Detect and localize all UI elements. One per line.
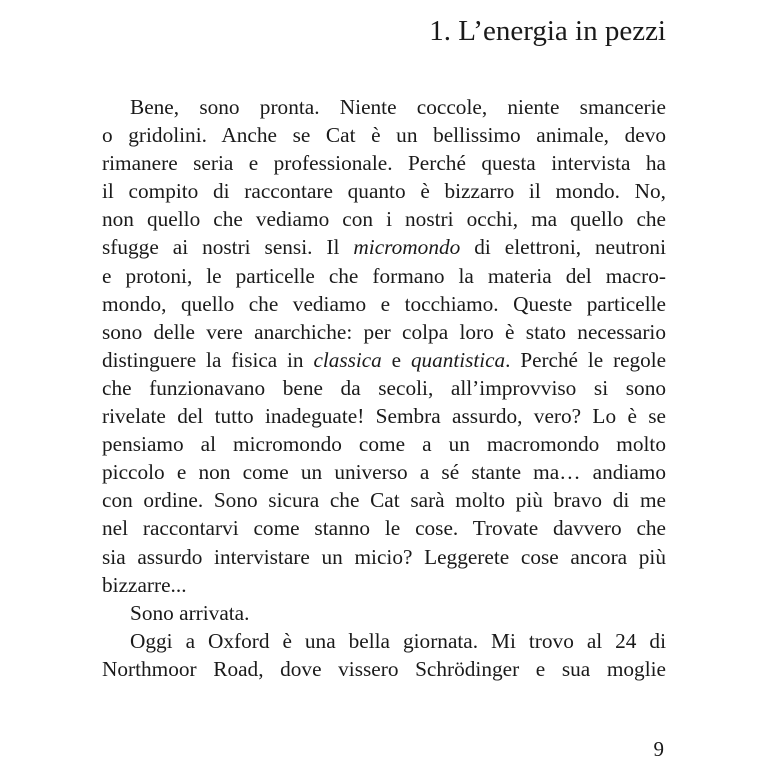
- text-line: rimanere seria e professionale. Perché questa intervista ha: [102, 151, 666, 176]
- text-line: e protoni, le particelle che formano la materia del macro-: [102, 263, 666, 288]
- emphasis-quantistica: quantistica: [410, 347, 506, 372]
- text-line: Northmoor Road, dove vissero Schrödinger e sua moglie: [102, 656, 666, 681]
- text-line: che funzionavano bene da secoli, all’improvviso si sono: [102, 375, 666, 400]
- text-line: Sono arrivata.: [130, 600, 250, 625]
- text-line: non quello che vediamo con i nostri occhi, ma quello che: [102, 207, 666, 232]
- text-line: Bene, sono pronta. Niente coccole, niente smancerie: [130, 95, 666, 119]
- text-line: bizzarre...: [102, 572, 187, 597]
- text-line: con ordine. Sono sicura che Cat sarà molto più bravo di me: [102, 488, 666, 513]
- text-line: sono delle vere anarchiche: per colpa loro è stato necessario: [102, 319, 666, 344]
- text-line: [102, 233, 666, 261]
- text-line: o gridolini. Anche se Cat è un bellissimo animale, devo: [102, 123, 666, 148]
- emphasis-micromondo: micromondo: [353, 235, 461, 260]
- text-line: sia assurdo intervistare un micio? Leggerete cose ancora più: [102, 544, 666, 569]
- chapter-title: 1. L’energia in pezzi: [429, 15, 666, 47]
- text-segment: di elettroni, neutroni: [460, 235, 666, 260]
- text-line: mondo, quello che vediamo e tocchiamo. Queste particelle: [102, 291, 666, 316]
- text-line: il compito di raccontare quanto è bizzarro il mondo. No,: [102, 179, 666, 204]
- text-segment: . Perché le regole: [505, 347, 667, 372]
- text-segment: distinguere la fisica in: [102, 347, 314, 372]
- text-line: Oggi a Oxford è una bella giornata. Mi trovo al 24 di: [130, 628, 666, 653]
- text-segment: e: [381, 347, 411, 372]
- text-line: piccolo e non come un universo a sé stante ma… andiamo: [102, 460, 666, 485]
- body-text: [102, 93, 666, 683]
- text-line: pensiamo al micromondo come a un macromondo molto: [102, 432, 666, 457]
- text-line: rivelate del tutto inadeguate! Sembra assurdo, vero? Lo è se: [102, 404, 666, 429]
- emphasis-classica: classica: [313, 347, 382, 372]
- text-line: nel raccontarvi come stanno le cose. Trovate davvero che: [102, 516, 666, 541]
- text-line: [102, 346, 666, 374]
- text-segment: sfugge ai nostri sensi. Il: [102, 235, 354, 260]
- page-number: 9: [653, 737, 664, 761]
